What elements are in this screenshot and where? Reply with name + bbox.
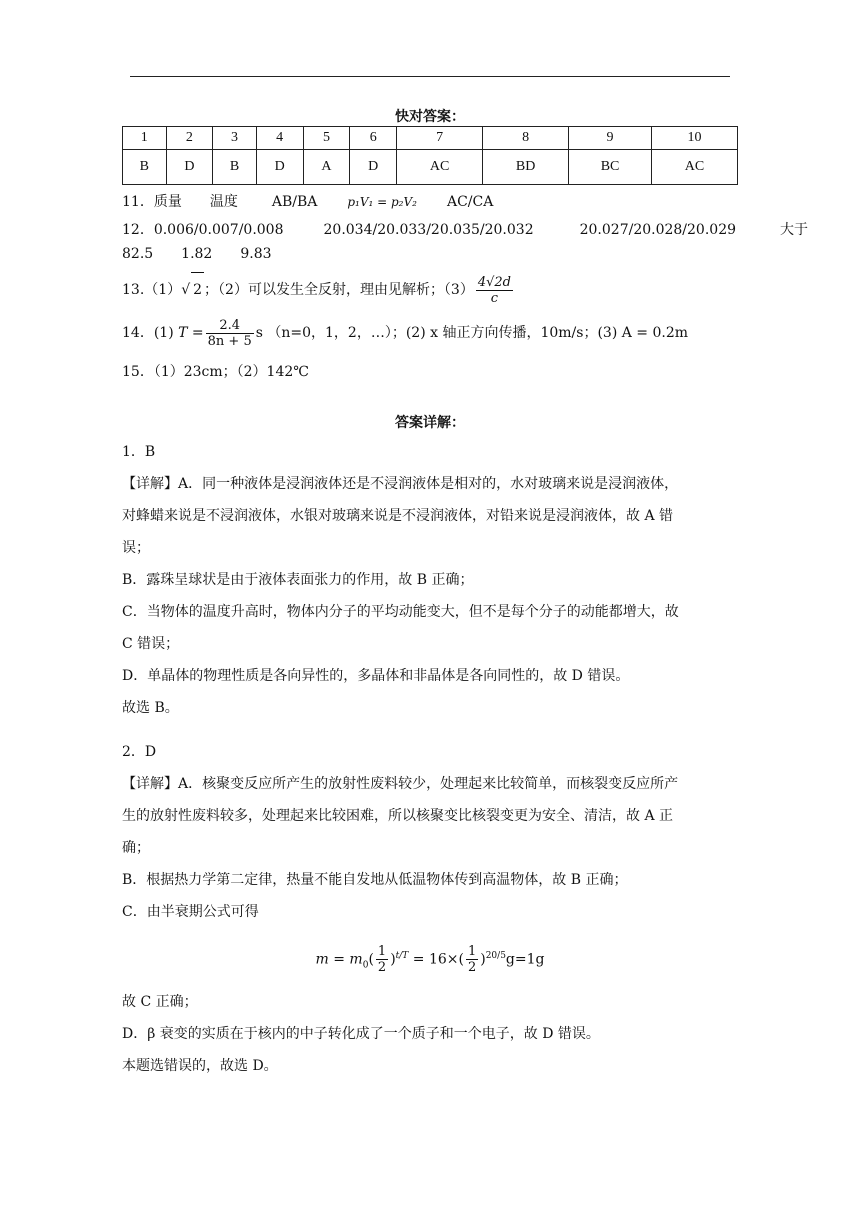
q11-answer-a: 质量 — [153, 194, 182, 210]
q11-answer-d: AC/CA — [446, 194, 494, 210]
table-cell: 2 — [166, 127, 213, 150]
table-cell: 4 — [256, 127, 303, 150]
detail-2-line: 生的放射性废料较多，处理起来比较困难，所以核聚变比核裂变更为安全、清洁，故 A 正 — [122, 808, 674, 824]
table-cell: D — [350, 150, 397, 185]
q14-number: 14． — [122, 325, 154, 341]
table-cell: AC — [651, 150, 737, 185]
detail-2-line: C．由半衰期公式可得 — [122, 904, 259, 920]
q11-number: 11． — [122, 194, 154, 210]
q13-part2: ；（2）可以发生全反射，理由见解析；（3） — [204, 282, 474, 298]
q11-formula: p₁V₁ = p₂V₂ — [347, 195, 417, 209]
q14-part1: (1) — [153, 325, 174, 341]
table-cell: 5 — [303, 127, 350, 150]
detail-1-line: D．单晶体的物理性质是各向异性的，多晶体和非晶体是各向同性的，故 D 错误。 — [122, 668, 630, 684]
table-cell: 7 — [397, 127, 483, 150]
quick-answers-title: 快对答案： — [395, 109, 465, 125]
q13-fraction — [476, 275, 513, 306]
table-cell: 10 — [651, 127, 737, 150]
q14-fraction — [206, 318, 254, 349]
q11-answer-b: 温度 — [209, 194, 238, 210]
detail-2-line: 故 C 正确； — [122, 994, 198, 1010]
q12-answer-b: 20.034/20.033/20.035/20.032 — [323, 222, 534, 238]
q14-part1b: s （n=0，1，2，…）； — [255, 325, 406, 341]
detail-2-line: D．β 衰变的实质在于核内的中子转化成了一个质子和一个电子，故 D 错误。 — [122, 1026, 600, 1042]
q13-sqrt: 2 — [191, 272, 204, 307]
q14-part2: (2) x 轴正方向传播，10m/s； — [405, 325, 598, 341]
table-cell: 3 — [213, 127, 257, 150]
table-cell: AC — [397, 150, 483, 185]
q12-answer-d: 大于 — [780, 222, 809, 238]
q12-number: 12． — [122, 222, 154, 238]
q14-lhs: T = — [178, 325, 204, 341]
detail-1-head: 1．B — [122, 444, 156, 460]
detail-2-line: B．根据热力学第二定律，热量不能自发地从低温物体传到高温物体，故 B 正确； — [122, 872, 628, 888]
detail-1-line: 误； — [122, 540, 150, 556]
table-cell: A — [303, 150, 350, 185]
table-cell: B — [213, 150, 257, 185]
answer-table-numbers-row — [123, 127, 738, 150]
q12-answer-a: 0.006/0.007/0.008 — [153, 222, 284, 238]
table-cell: D — [256, 150, 303, 185]
detail-2-line: 本题选错误的，故选 D。 — [122, 1058, 278, 1074]
detail-1 — [122, 436, 734, 724]
q12-answer-e: 82.5 — [122, 246, 154, 262]
table-cell: 6 — [350, 127, 397, 150]
answer-12-cont — [122, 244, 272, 264]
detail-2 — [122, 736, 734, 928]
detail-1-line: B．露珠呈球状是由于液体表面张力的作用，故 B 正确； — [122, 572, 474, 588]
half-life-formula: $m = m_0$( $\frac{1}{2}$ )$^{t/T}$ = 16×( $\frac{1}{2}$ )$^{20/5}$g=1g — [315, 944, 545, 975]
answer-14 — [122, 316, 688, 350]
answer-11 — [122, 192, 493, 212]
q12-answer-g: 9.83 — [240, 246, 272, 262]
detail-1-line: C 错误； — [122, 636, 180, 652]
table-cell: 9 — [569, 127, 652, 150]
detail-title: 答案详解： — [395, 415, 465, 431]
table-cell: B — [123, 150, 167, 185]
q12-answer-f: 1.82 — [181, 246, 213, 262]
answer-15: 15．（1）23cm；（2）142℃ — [122, 364, 309, 380]
q11-answer-c: AB/BA — [271, 194, 318, 210]
header-rule — [130, 76, 730, 77]
table-cell: BD — [483, 150, 569, 185]
q13-part1: （1） — [144, 282, 182, 298]
table-cell: 1 — [123, 127, 167, 150]
q14-frac-num: 2.4 — [206, 318, 254, 334]
detail-1-line: 对蜂蜡来说是不浸润液体，水银对玻璃来说是不浸润液体，对铅来说是浸润液体，故 A 错 — [122, 508, 674, 524]
q13-frac-num: 4√2d — [477, 274, 512, 290]
answer-12 — [122, 220, 808, 240]
detail-2-after — [122, 986, 734, 1082]
detail-1-line: 【详解】A．同一种液体是浸润液体还是不浸润液体是相对的，水对玻璃来说是浸润液体， — [122, 476, 679, 492]
q13-number: 13. — [122, 282, 145, 298]
q14-part3: (3) A = 0.2m — [597, 325, 689, 341]
detail-2-line: 【详解】A．核聚变反应所产生的放射性废料较少，处理起来比较简单，而核裂变反应所产 — [122, 776, 679, 792]
table-cell: BC — [569, 150, 652, 185]
q13-frac-den: c — [490, 290, 499, 306]
q12-answer-c: 20.027/20.028/20.029 — [579, 222, 737, 238]
answer-table — [122, 126, 738, 185]
detail-1-line: C．当物体的温度升高时，物体内分子的平均动能变大，但不是每个分子的动能都增大，故 — [122, 604, 679, 620]
answer-13: 13.（1）√ 2 ；（2）可以发生全反射，理由见解析；（3） $\frac{4√2d}{c}$ — [122, 272, 515, 307]
detail-2-line: 确； — [122, 840, 150, 856]
q14-frac-den: 8n + 5 — [207, 333, 252, 349]
detail-1-line: 故选 B。 — [122, 700, 179, 716]
detail-2-head: 2．D — [122, 744, 157, 760]
answer-table-values-row — [123, 150, 738, 185]
table-cell: 8 — [483, 127, 569, 150]
table-cell: D — [166, 150, 213, 185]
